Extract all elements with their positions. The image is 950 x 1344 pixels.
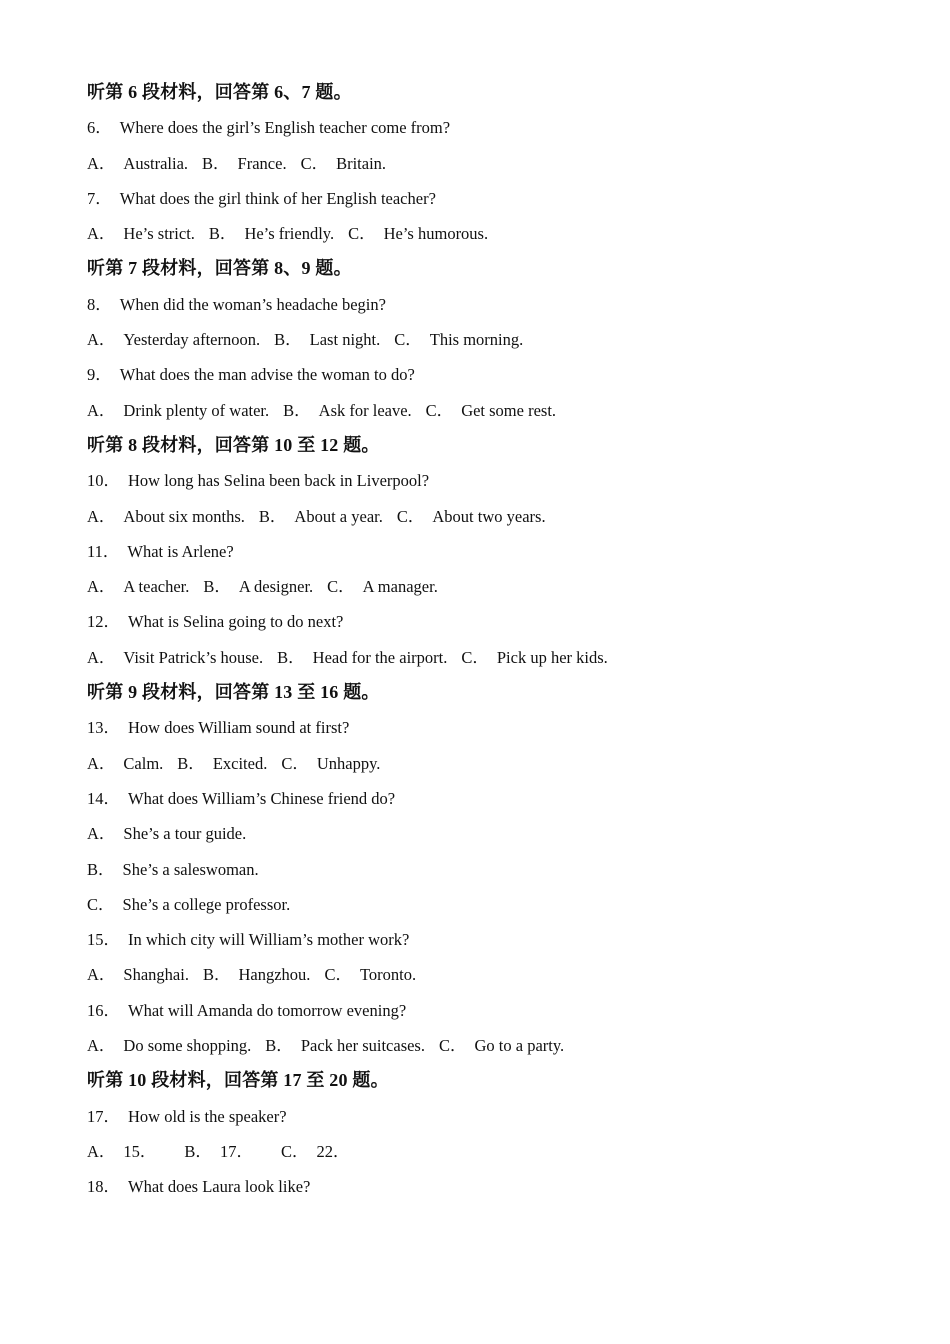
question-number: 17． <box>87 1106 120 1126</box>
option-text: This morning. <box>429 330 524 350</box>
question-number: 11． <box>87 541 120 561</box>
answer-option <box>184 1134 253 1169</box>
option-letter: A． <box>87 1141 116 1161</box>
options-row <box>87 393 907 428</box>
options-row <box>87 957 907 992</box>
answer-option <box>87 1134 156 1169</box>
question-text: What does Laura look like? <box>128 1177 311 1197</box>
option-letter: C． <box>396 506 425 526</box>
answer-option <box>348 216 488 251</box>
option-text: 17． <box>219 1141 253 1161</box>
answer-option <box>274 322 380 357</box>
option-letter: B． <box>274 330 302 350</box>
option-letter: C． <box>425 400 454 420</box>
answer-option <box>439 1028 564 1063</box>
answer-option <box>203 569 313 604</box>
option-text: Calm. <box>123 753 164 773</box>
question-number: 18． <box>87 1177 120 1197</box>
question-text: What does the man advise the woman to do? <box>119 365 415 385</box>
option-letter: A． <box>87 965 116 985</box>
option-letter: B． <box>277 647 305 667</box>
question-text: What will Amanda do tomorrow evening? <box>128 1000 407 1020</box>
section-heading: 听第 7 段材料，回答第 8、9 题。 <box>87 258 352 279</box>
option-letter: B． <box>184 1141 212 1161</box>
option-text: Shanghai. <box>123 965 189 985</box>
question <box>87 1099 907 1134</box>
option-letter: B． <box>208 224 237 244</box>
option-letter: C． <box>438 1036 467 1056</box>
option-letter: C． <box>461 647 489 667</box>
option-text: Pick up her kids. <box>496 647 608 667</box>
answer-option <box>87 957 189 992</box>
option-letter: C． <box>280 1141 309 1161</box>
option-letter: A． <box>87 153 116 173</box>
option-text: He’s humorous. <box>383 224 489 244</box>
question-number: 12． <box>87 612 120 632</box>
option-text: 15． <box>123 1141 157 1161</box>
question-number: 15． <box>87 930 120 950</box>
exam-page <box>87 75 907 1205</box>
option-letter: B． <box>202 153 230 173</box>
option-letter: B． <box>283 400 311 420</box>
option-letter: C． <box>327 577 355 597</box>
option-text: Visit Patrick’s house. <box>123 647 264 667</box>
option-text: Australia. <box>123 153 189 173</box>
question <box>87 110 907 145</box>
answer-option <box>281 746 380 781</box>
option-letter: C． <box>300 153 329 173</box>
section-heading: 听第 10 段材料，回答第 17 至 20 题。 <box>87 1070 389 1091</box>
option-letter: B． <box>203 577 231 597</box>
option-letter: A． <box>87 400 116 420</box>
answer-option <box>202 146 287 181</box>
question <box>87 1169 907 1204</box>
question <box>87 181 907 216</box>
option-letter: C． <box>324 965 352 985</box>
option-letter: A． <box>87 330 116 350</box>
question <box>87 604 907 639</box>
option-letter: A． <box>87 753 116 773</box>
answer-option <box>301 146 386 181</box>
option-letter: A． <box>87 506 116 526</box>
answer-option <box>87 852 259 887</box>
option-text: She’s a college professor. <box>122 894 291 914</box>
options-row <box>87 640 907 675</box>
options-row <box>87 1028 907 1063</box>
question-text: How old is the speaker? <box>128 1106 287 1126</box>
answer-option <box>87 499 245 534</box>
answer-option <box>87 322 260 357</box>
option-text: Excited. <box>212 753 268 773</box>
options-row <box>87 887 907 922</box>
question <box>87 534 907 569</box>
options-row <box>87 746 907 781</box>
options-row <box>87 816 907 851</box>
question-text: What does William’s Chinese friend do? <box>128 788 396 808</box>
option-letter: C． <box>87 894 115 914</box>
option-text: Hangzhou. <box>238 965 311 985</box>
option-letter: B． <box>177 753 205 773</box>
option-text: A teacher. <box>123 577 190 597</box>
section-heading: 听第 6 段材料，回答第 6、7 题。 <box>87 82 352 102</box>
option-text: She’s a tour guide. <box>123 824 247 844</box>
option-text: Toronto. <box>359 965 417 985</box>
options-row <box>87 499 907 534</box>
option-letter: A． <box>87 224 116 244</box>
option-letter: C． <box>281 753 309 773</box>
question-text: Where does the girl’s English teacher come from? <box>119 118 451 138</box>
question-number: 13． <box>87 718 120 738</box>
question <box>87 287 907 322</box>
option-text: Head for the airport. <box>312 647 448 667</box>
question-text: What does the girl think of her English teacher? <box>119 188 436 208</box>
question-number: 9． <box>87 365 112 385</box>
answer-option <box>87 216 195 251</box>
answer-option <box>87 887 290 922</box>
answer-option <box>87 640 263 675</box>
option-letter: A． <box>87 577 116 597</box>
options-row <box>87 1134 907 1169</box>
answer-option <box>426 393 556 428</box>
option-text: A manager. <box>362 577 438 597</box>
question-number: 7． <box>87 188 112 208</box>
answer-option <box>87 146 188 181</box>
option-letter: B． <box>202 965 231 985</box>
options-row <box>87 322 907 357</box>
question <box>87 781 907 816</box>
answer-option <box>203 957 310 992</box>
question-text: What is Selina going to do next? <box>128 612 344 632</box>
answer-option <box>87 569 189 604</box>
question <box>87 993 907 1028</box>
question-number: 10． <box>87 471 120 491</box>
option-text: Pack her suitcases. <box>300 1036 425 1056</box>
answer-option <box>283 393 412 428</box>
option-text: Last night. <box>309 330 381 350</box>
options-row <box>87 569 907 604</box>
question-number: 6． <box>87 118 112 138</box>
question-text: How does William sound at first? <box>128 718 350 738</box>
option-text: About a year. <box>294 506 383 526</box>
option-text: Get some rest. <box>461 400 557 420</box>
option-text: He’s strict. <box>123 224 195 244</box>
question <box>87 357 907 392</box>
answer-option <box>324 957 416 992</box>
question <box>87 710 907 745</box>
question-number: 14． <box>87 788 120 808</box>
question-text: How long has Selina been back in Liverpool? <box>128 471 430 491</box>
answer-option <box>394 322 523 357</box>
option-text: About two years. <box>432 506 546 526</box>
answer-option <box>281 1134 350 1169</box>
option-letter: B． <box>265 1036 293 1056</box>
option-text: France. <box>237 153 287 173</box>
section-heading: 听第 8 段材料，回答第 10 至 12 题。 <box>87 434 380 455</box>
option-text: Do some shopping. <box>123 1036 252 1056</box>
options-row <box>87 146 907 181</box>
option-letter: A． <box>87 1036 116 1056</box>
option-text: Go to a party. <box>474 1036 565 1056</box>
option-letter: A． <box>87 647 116 667</box>
answer-option <box>277 640 447 675</box>
option-letter: A． <box>87 824 116 844</box>
question-text: In which city will William’s mother work? <box>128 930 410 950</box>
options-row <box>87 216 907 251</box>
answer-option <box>327 569 438 604</box>
question-text: What is Arlene? <box>127 541 234 561</box>
option-letter: C． <box>348 224 376 244</box>
option-text: She’s a saleswoman. <box>122 859 259 879</box>
question <box>87 922 907 957</box>
option-letter: B． <box>87 859 115 879</box>
option-letter: C． <box>394 330 422 350</box>
answer-option <box>397 499 546 534</box>
answer-option <box>87 1028 251 1063</box>
answer-option <box>209 216 334 251</box>
question-number: 16． <box>87 1000 120 1020</box>
question-number: 8． <box>87 294 112 314</box>
answer-option <box>87 393 269 428</box>
option-text: 22． <box>316 1141 350 1161</box>
option-text: Ask for leave. <box>318 400 412 420</box>
option-letter: B． <box>258 506 287 526</box>
question <box>87 463 907 498</box>
answer-option <box>265 1028 425 1063</box>
option-text: A designer. <box>238 577 314 597</box>
option-text: Britain. <box>336 153 387 173</box>
answer-option <box>87 746 163 781</box>
section-heading: 听第 9 段材料，回答第 13 至 16 题。 <box>87 682 380 703</box>
option-text: Unhappy. <box>316 753 381 773</box>
answer-option <box>87 816 246 851</box>
question-text: When did the woman’s headache begin? <box>119 294 386 314</box>
answer-option <box>177 746 267 781</box>
option-text: Drink plenty of water. <box>123 400 270 420</box>
answer-option <box>461 640 607 675</box>
answer-option <box>259 499 383 534</box>
option-text: He’s friendly. <box>244 224 335 244</box>
options-row <box>87 852 907 887</box>
option-text: Yesterday afternoon. <box>123 330 261 350</box>
option-text: About six months. <box>123 506 245 526</box>
